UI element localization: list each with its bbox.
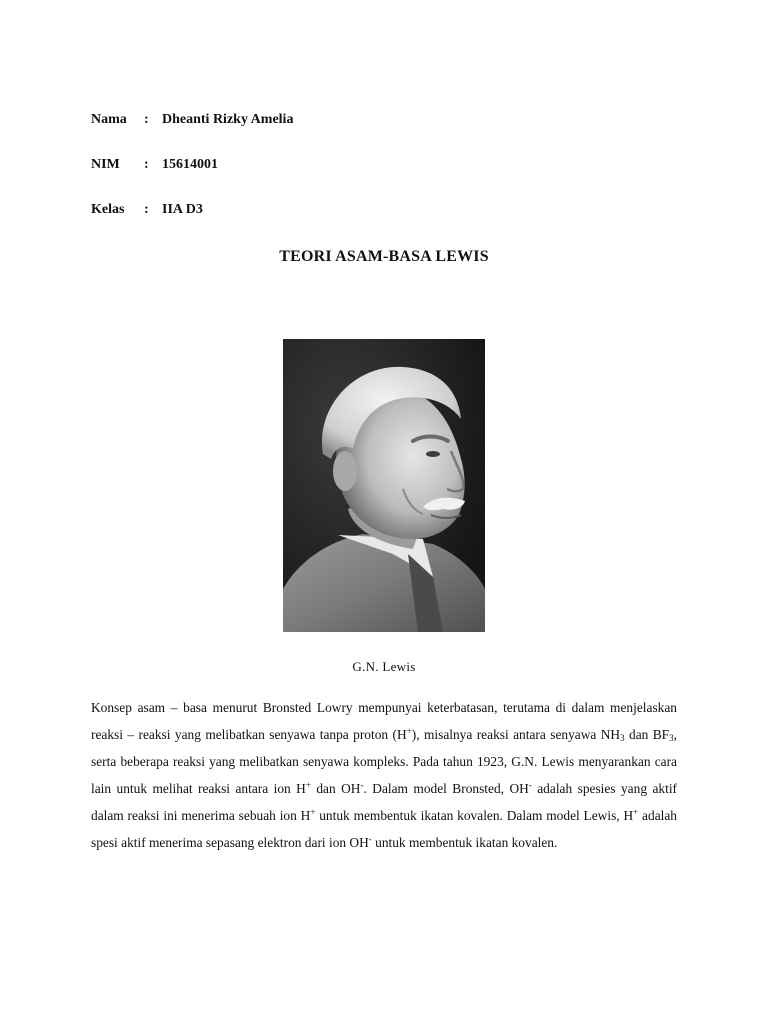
body-text-10: untuk membentuk ikatan kovalen. (371, 835, 558, 850)
sup-2: + (305, 780, 311, 790)
kelas-value: IIA D3 (162, 202, 203, 217)
portrait-illustration (283, 339, 485, 632)
nim-colon: : (144, 157, 149, 172)
info-nim-row (91, 156, 218, 174)
nim-label: NIM (91, 157, 120, 172)
document-title: TEORI ASAM-BASA LEWIS (279, 248, 489, 265)
nim-value: 15614001 (162, 157, 218, 172)
nama-value: Dheanti Rizky Amelia (162, 112, 294, 127)
portrait-photo (283, 339, 485, 632)
body-paragraph (91, 694, 677, 856)
nama-colon: : (144, 112, 149, 127)
nama-label: Nama (91, 112, 127, 127)
body-text-9: adalah spesi aktif menerima sepasang elektron dari ion OH (91, 808, 677, 850)
body-text-6: . Dalam model Bronsted, OH (363, 781, 529, 796)
sup-4: - (528, 780, 532, 790)
sup-3: - (360, 780, 364, 790)
body-text-4: , serta beberapa reaksi yang melibatkan senyawa kompleks. Pada tahun 1923, G.N. Lewis menyarankan cara lain untuk melihat reaksi antara ion H (91, 727, 677, 796)
sup-6: + (633, 807, 639, 817)
info-kelas-row (91, 201, 203, 219)
sub-1: 3 (620, 733, 625, 743)
image-caption: G.N. Lewis (352, 659, 416, 674)
body-text-5: dan OH (310, 781, 361, 796)
sup-5: + (310, 807, 316, 817)
body-text-1: Konsep asam – basa menurut Bronsted Lowry mempunyai keterbatasan, terutama di dalam menjelaskan reaksi – reaksi yang melibatkan senyawa tanpa proton (H (91, 700, 677, 742)
body-text-8: untuk membentuk ikatan kovalen. Dalam model Lewis, H (315, 808, 634, 823)
sub-2: 3 (669, 733, 674, 743)
kelas-label: Kelas (91, 202, 125, 217)
sup-1: + (406, 726, 412, 736)
body-text-7: adalah spesies yang aktif dalam reaksi ini menerima sebuah ion H (91, 781, 677, 823)
body-text-3: dan BF (624, 727, 670, 742)
sup-7: - (368, 834, 372, 844)
body-text-2: ), misalnya reaksi antara senyawa NH (411, 727, 621, 742)
kelas-colon: : (144, 202, 149, 217)
info-nama-row (91, 111, 293, 129)
